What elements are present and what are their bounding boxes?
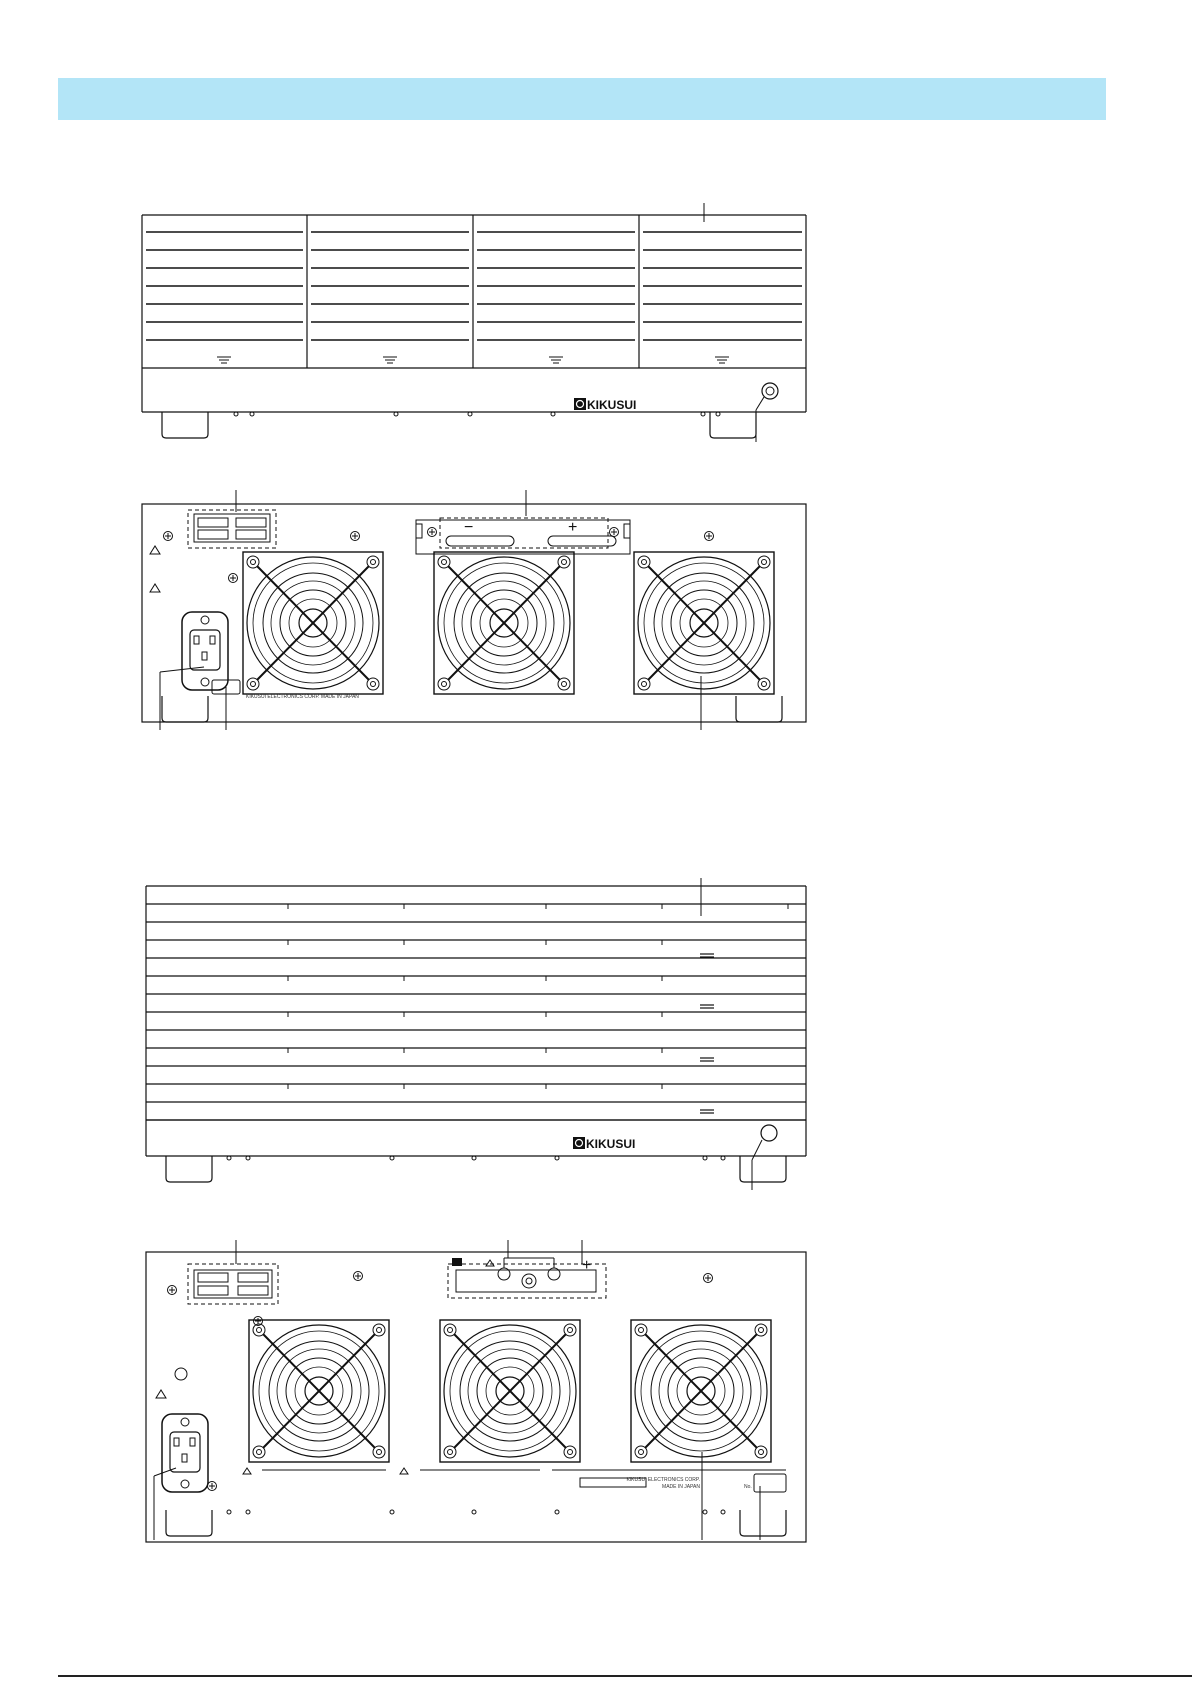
rear-large-plus-sign: +	[582, 1257, 592, 1274]
rear-view-small	[142, 490, 806, 730]
footer-rule	[58, 1675, 1192, 1677]
front-small-brand: KIKUSUI	[587, 398, 637, 412]
rear-small-plus-sign: +	[568, 519, 578, 536]
front-view-small	[142, 203, 806, 442]
front-large-brand: KIKUSUI	[586, 1137, 636, 1151]
rear-large-nameplate: KIKUSUI ELECTRONICS CORP.	[626, 1477, 700, 1483]
rear-small-minus-sign: −	[464, 519, 474, 536]
rear-small-nameplate: KIKUSUI ELECTRONICS CORP. MADE IN JAPAN	[246, 694, 359, 700]
rear-large-serial-label: No.	[744, 1484, 752, 1490]
front-view-large	[146, 878, 806, 1190]
rear-view-large	[146, 1240, 806, 1542]
rear-large-nameplate-line2: MADE IN JAPAN	[662, 1484, 700, 1490]
